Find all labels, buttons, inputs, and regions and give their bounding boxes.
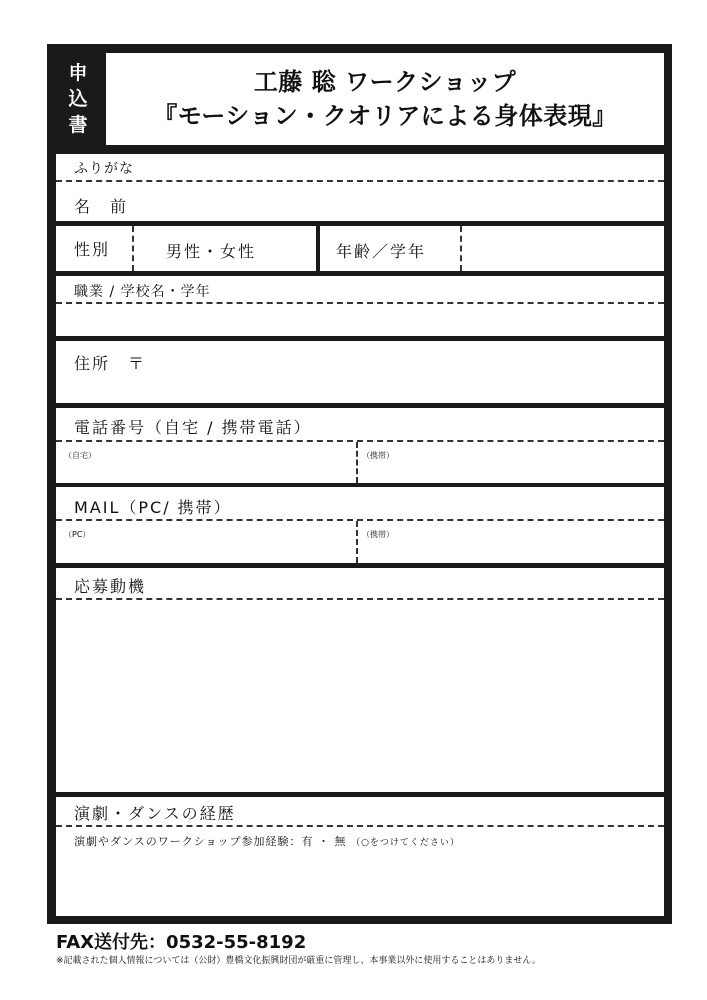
motivation-section (56, 568, 664, 792)
tag-char: 込 (68, 88, 88, 110)
experience-hint: （○をつけてください） (351, 838, 460, 848)
mail-label: MAIL（PC/ 携帯） (74, 498, 232, 517)
tag-char: 申 (68, 62, 88, 84)
motivation-divider (56, 598, 664, 600)
gender-age-section (56, 226, 664, 271)
address-section (56, 341, 664, 403)
occupation-divider (56, 302, 664, 304)
occupation-section (56, 276, 664, 336)
application-tag (54, 53, 102, 145)
phone-home-label: （自宅） (64, 451, 96, 460)
name-section (56, 154, 664, 221)
furigana-label: ふりがな (74, 161, 134, 177)
name-label: 名 前 (74, 197, 129, 216)
mail-split (356, 521, 358, 563)
phone-divider (56, 440, 664, 442)
address-label: 住所 〒 (74, 354, 147, 373)
workshop-title: 工藤 聡 ワークショップ (253, 68, 517, 96)
tag-char: 書 (68, 114, 88, 136)
age-label: 年齢／学年 (336, 242, 427, 261)
experience-divider (56, 825, 664, 827)
gender-age-separator (316, 226, 320, 271)
phone-mobile-label: （携帯） (362, 451, 394, 460)
mail-pc-label: （PC） (64, 530, 91, 539)
furigana-divider (56, 180, 664, 182)
title-box (106, 53, 664, 145)
experience-question-text: 演劇やダンスのワークショップ参加経験：有 ・ 無 (74, 835, 347, 848)
privacy-note: ※記載された個人情報については（公財）豊橋文化振興財団が厳重に管理し、本事業以外に使用することはありません。 (56, 956, 541, 966)
phone-split (356, 442, 358, 483)
experience-label: 演劇・ダンスの経歴 (74, 804, 236, 823)
phone-section (56, 408, 664, 483)
mail-divider (56, 519, 664, 521)
motivation-label: 応募動機 (74, 577, 147, 596)
gender-divider (132, 226, 134, 271)
fax-number: FAX送付先：0532-55-8192 (56, 932, 307, 953)
age-divider (460, 226, 462, 271)
mail-mobile-label: （携帯） (362, 530, 394, 539)
occupation-label: 職業 / 学校名・学年 (74, 284, 211, 300)
gender-label: 性別 (74, 240, 111, 259)
experience-question (74, 833, 460, 849)
gender-options: 男性・女性 (166, 242, 257, 261)
experience-section (56, 797, 664, 916)
mail-section (56, 487, 664, 563)
workshop-subtitle: 『モーション・クオリアによる身体表現』 (153, 102, 617, 130)
phone-label: 電話番号（自宅 / 携帯電話） (74, 418, 312, 437)
